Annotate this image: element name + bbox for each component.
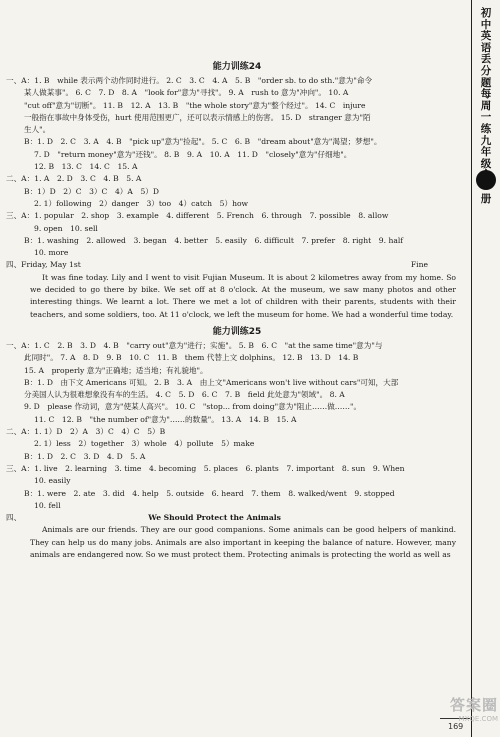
essay-header <box>6 512 468 524</box>
answer-line: 一、A：1. B while 表示两个动作同时进行。 2. C 3. C 4. A 5. B "order sb. to do sth."意为"命令 <box>6 76 373 85</box>
answer-line: 11. C 12. B "the number of"意为"……的数量"。 13. A 14. B 15. A <box>34 414 297 424</box>
watermark <box>408 696 498 734</box>
page-content <box>6 60 468 561</box>
watermark-url: MXQE.COM <box>458 715 498 723</box>
essay-label: 四、 <box>6 513 22 523</box>
answer-line: 10. easily <box>34 476 71 486</box>
diary-weather: Fine <box>410 260 428 270</box>
answer-line: "cut off"意为"切断"。 11. B 12. A 13. B "the whole story"意为"整个经过"。 14. C injure <box>24 100 366 110</box>
answer-line: 9. D please 作动词，意为"使某人高兴"。 10. C "stop... from doing"意为"阻止……做……"。 <box>24 402 362 412</box>
answer-line: B：1. D 2. C 3. D 4. D 5. A <box>24 451 146 461</box>
answer-line: 二、A：1. 1）D 2）A 3）C 4）C 5）B <box>6 427 166 437</box>
answer-line: 12. B 13. C 14. C 15. A <box>34 162 138 172</box>
essay-title: We Should Protect the Animals <box>148 513 281 523</box>
side-tab-label: 初中英语丢分题每周一练九年级 册 <box>480 7 492 205</box>
answer-line: B：1. D 由下文 Americans 可知。 2. B 3. A 由上文"Americans won't live without cars"可知，大部 <box>24 377 399 387</box>
answer-line: 2. 1）less 2）together 3）whole 4）pollute 5）make <box>34 439 255 449</box>
answer-line: 一般指在事故中身体受伤，hurt 使用范围更广，还可以表示情感上的伤害。 15. D stranger 意为"陌 <box>24 112 371 122</box>
page-number: 169 <box>448 722 464 731</box>
side-tab <box>471 0 500 737</box>
unit25-title: 能力训练25 <box>212 326 262 337</box>
answer-line: 分美国人认为很难想象没有车的生活。 4. C 5. D 6. C 7. B field 此处意为"领域"。 8. A <box>24 390 345 400</box>
side-tab-dot <box>476 170 496 190</box>
answer-line: 三、A：1. live 2. learning 3. time 4. becoming 5. places 6. plants 7. important 8. sun 9. When <box>6 463 405 473</box>
answer-line: 7. D "return money"意为"还钱"。 8. B 9. A 10. A 11. D "closely"意为"仔细地"。 <box>34 149 352 159</box>
answer-line: 15. A properly 意为"正确地；适当地；有礼貌地"。 <box>24 365 208 375</box>
answer-line: 某人做某事"。 6. C 7. D 8. A "look for"意为"寻找"。 9. A rush to 意为"冲向"。 10. A <box>24 88 349 98</box>
essay-body: Animals are our friends. They are our good companions. Some animals can be good helpers of mankind. They can help us do many jobs. Animals are also important in keeping the balance of nature. However, many animals are endangered now. So we must protect them. Protecting animals is protecting the world as well as <box>30 525 456 559</box>
diary-body: It was fine today. Lily and I went to visit Fujian Museum. It is about 2 kilometres away from my home. So we decided to go there by bike. We set off at 8 o'clock. At the museum, we saw many photos and other interesting things. We learnt a lot. There we met a lot of children with their parents, students with their teachers, and some soldiers, too. At 11 o'clock, we left the museum for home. We had a wonderful time today. <box>30 272 456 319</box>
answer-line: B：1. D 2. C 3. A 4. B "pick up"意为"捡起"。 5. C 6. B "dream about"意为"渴望；梦想"。 <box>24 137 382 147</box>
answer-line: 10. fell <box>34 500 61 510</box>
answer-line: 生人"。 <box>24 125 51 135</box>
diary-header <box>6 259 468 271</box>
answer-line: 2. 1）following 2）danger 3）too 4）catch 5）how <box>34 198 249 208</box>
answer-line: 10. more <box>34 248 69 258</box>
answer-line: 二、A：1. A 2. D 3. C 4. B 5. A <box>6 174 142 184</box>
watermark-logo: 答案圈 <box>449 696 498 714</box>
answer-line: 此同时"。 7. A 8. D 9. B 10. C 11. B them 代替上文 dolphins。 12. B 13. D 14. B <box>24 353 359 363</box>
answer-line: B：1）D 2）C 3）C 4）A 5）D <box>24 186 159 196</box>
answer-line: 9. open 10. sell <box>34 223 98 233</box>
unit24-title: 能力训练24 <box>212 62 262 72</box>
diary-date: 四、Friday, May 1st <box>6 260 81 270</box>
answer-line: 一、A：1. C 2. B 3. D 4. B "carry out"意为"进行；实施"。 5. B 6. C "at the same time"意为"与 <box>6 340 383 350</box>
answer-line: B：1. were 2. ate 3. did 4. help 5. outside 6. heard 7. them 8. walked/went 9. stopped <box>24 488 395 498</box>
answer-line: 三、A：1. popular 2. shop 3. example 4. different 5. French 6. through 7. possible 8. allow <box>6 211 389 221</box>
answer-line: B：1. washing 2. allowed 3. began 4. better 5. easily 6. difficult 7. prefer 8. right 9. half <box>24 235 404 245</box>
